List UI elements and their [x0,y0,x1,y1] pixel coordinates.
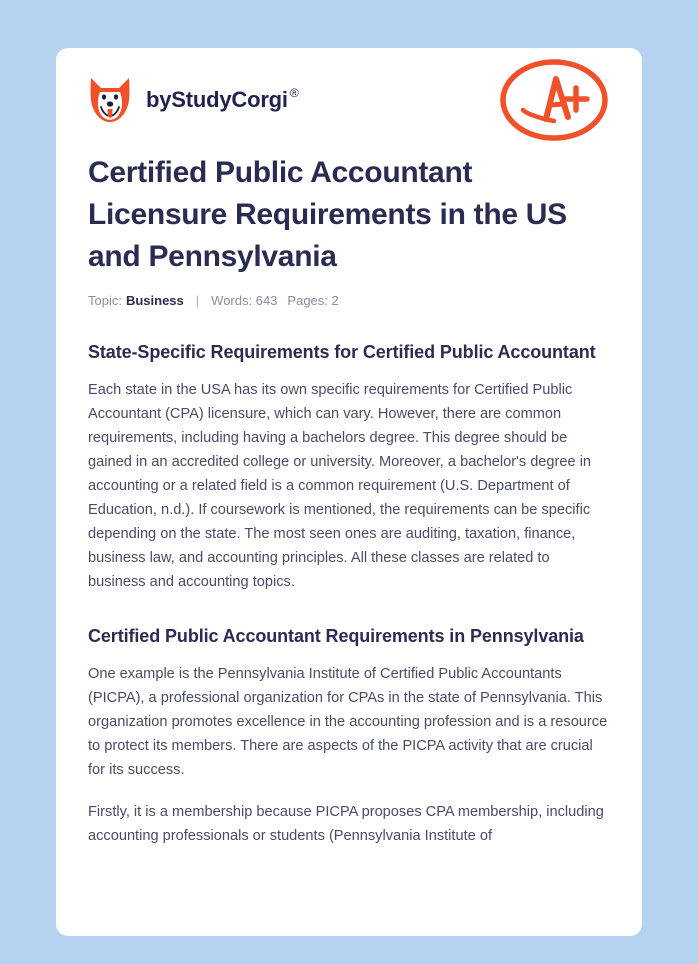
page-title: Certified Public Accountant Licensure Requirements in the US and Pennsylvania [88,156,567,273]
brand-name: StudyCorgi [171,87,288,112]
topic-label: Topic: [88,293,122,308]
brand-header [56,48,642,152]
section-heading-2: Certified Public Accountant Requirements in Pennsylvania [88,626,584,646]
word-count: Words: 643 [211,293,278,308]
document-card [56,48,642,936]
brand-prefix: by [146,87,172,112]
corgi-face-icon [88,76,132,124]
registered-mark-icon: ® [289,86,299,100]
section-2-paragraph-2: Firstly, it is a membership because PICPA proposes CPA membership, including accounting professionals or students (Pennsylvania Institute of [88,804,604,844]
document-meta [88,292,610,310]
section-1-paragraph-1: Each state in the USA has its own specific requirements for Certified Public Accountant (CPA) licensure, which can vary. However, there are common requirements, including having a bachelors degree. This degree should be gained in an accredited college or university. Moreover, a bachelor's degree in accounting or a related field is a common requirement (U.S. Department of Education, n.d.). If coursework is mentioned, the requirements can be specific depending on the state. The most seen ones are auditing, taxation, finance, business law, and accounting principles. All these classes are related to business and accounting topics. [88,382,592,590]
brand-logo-group[interactable] [88,76,299,124]
topic-value[interactable]: Business [125,293,184,308]
section-heading-1: State-Specific Requirements for Certified Public Accountant [88,342,596,362]
a-plus-circled-icon [498,57,610,143]
page-count: Pages: 2 [287,293,339,308]
meta-separator: | [195,293,200,308]
section-2-paragraph-1: One example is the Pennsylvania Institute of Certified Public Accountants (PICPA), a professional organization for CPAs in the state of Pennsylvania. This organization promotes excellence in the accounting profession and is a resource to protect its members. There are aspects of the PICPA activity that are crucial for its success. [88,666,608,778]
document-body [56,152,642,872]
brand-wordmark [146,87,299,113]
